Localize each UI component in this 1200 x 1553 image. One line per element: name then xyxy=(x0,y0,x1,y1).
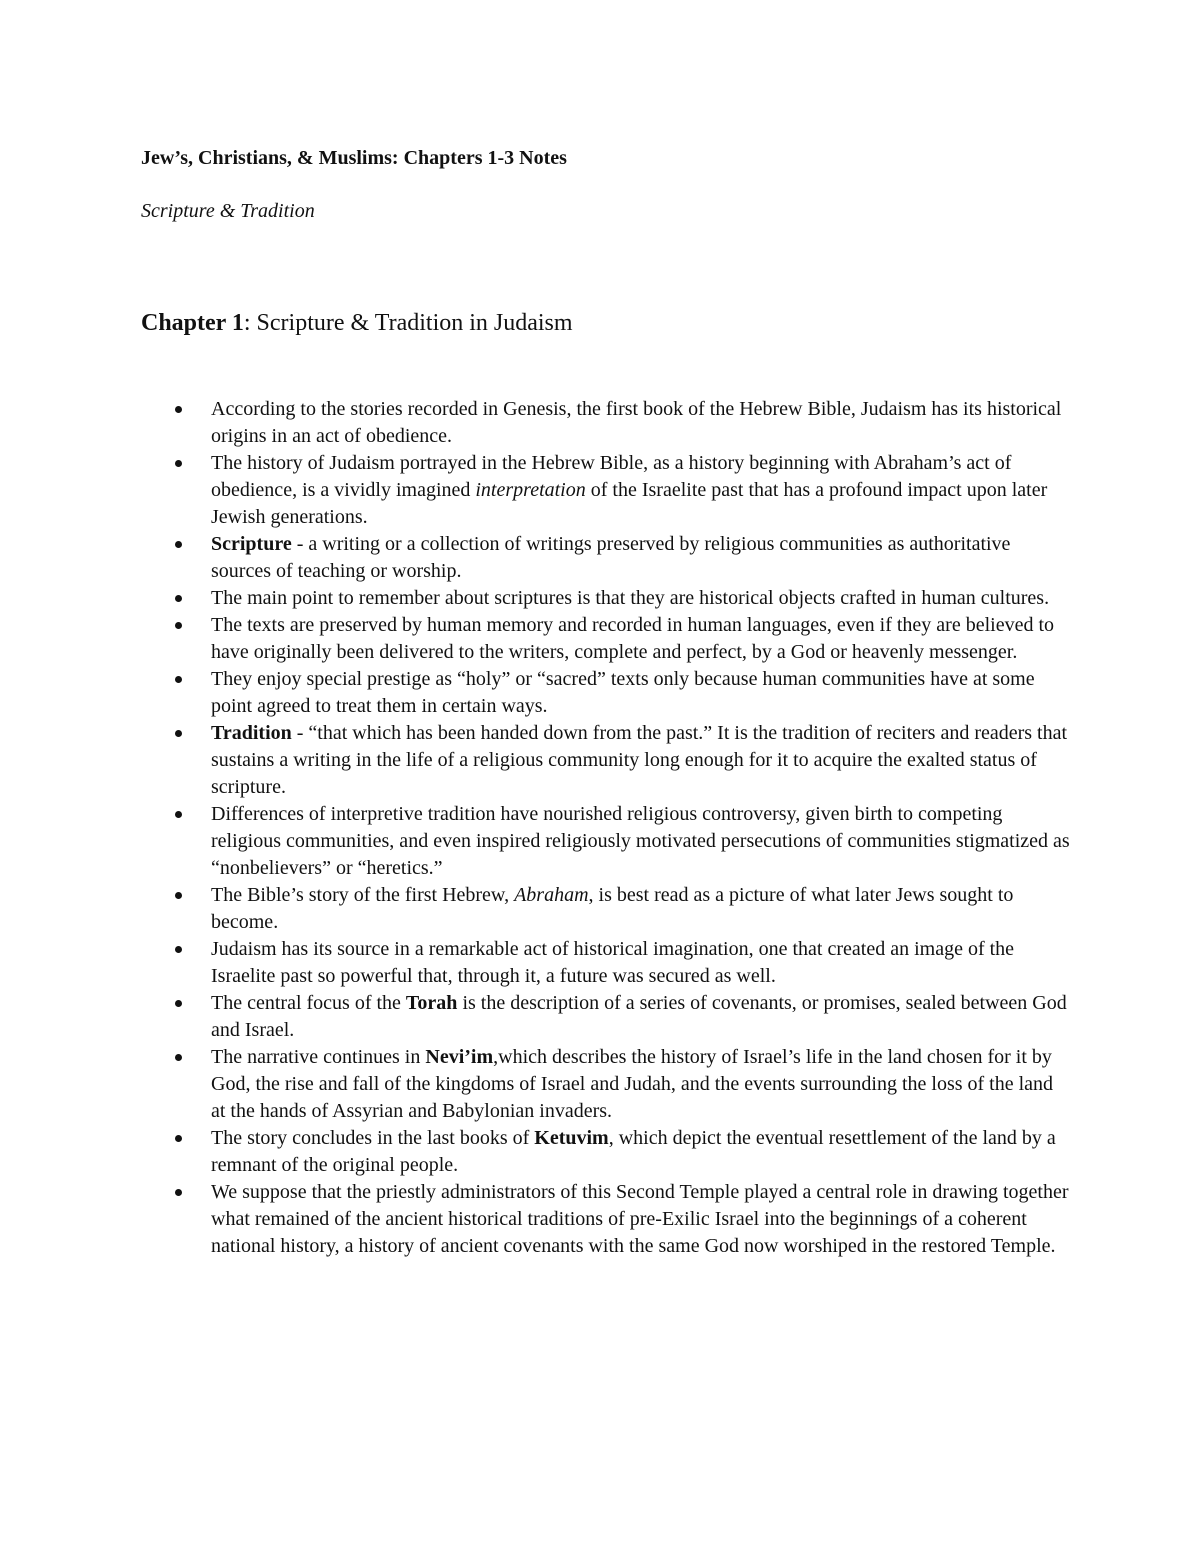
document-title: Jew’s, Christians, & Muslims: Chapters 1-3 Notes xyxy=(141,147,567,169)
list-item xyxy=(211,801,1071,882)
bullet-icon xyxy=(175,406,182,413)
bullet-icon xyxy=(175,460,182,467)
bullet-icon xyxy=(175,1054,182,1061)
note-emphasis: interpretation xyxy=(475,479,586,501)
chapter-title: : Scripture & Tradition in Judaism xyxy=(243,310,573,336)
list-item xyxy=(211,666,1071,720)
list-item xyxy=(211,720,1071,801)
bullet-icon xyxy=(175,595,182,602)
bullet-icon xyxy=(175,676,182,683)
bullet-icon xyxy=(175,1189,182,1196)
note-text: is the description of a series of covenants, or promises, sealed between God and Israel. xyxy=(211,992,1067,1041)
bullet-icon xyxy=(175,892,182,899)
note-text: Differences of interpretive tradition have nourished religious controversy, given birth to competing religious communities, and even inspired religiously motivated persecutions of communities stigmatized as “nonbelievers” or “heretics.” xyxy=(211,803,1070,879)
bullet-icon xyxy=(175,730,182,737)
note-text: The story concludes in the last books of xyxy=(211,1127,535,1149)
list-item xyxy=(211,612,1071,666)
note-text: , which depict the eventual resettlement of the land by a remnant of the original people. xyxy=(211,1127,1056,1176)
list-item xyxy=(211,990,1071,1044)
list-item xyxy=(211,585,1071,612)
list-item xyxy=(211,396,1071,450)
note-text: According to the stories recorded in Genesis, the first book of the Hebrew Bible, Judaism has its historical origins in an act of obedience. xyxy=(211,398,1062,447)
note-strong: Torah xyxy=(405,992,458,1014)
note-text: The texts are preserved by human memory and recorded in human languages, even if they are believed to have originally been delivered to the writers, complete and perfect, by a God or heavenly messenger. xyxy=(211,614,1055,663)
note-strong: Ketuvim xyxy=(534,1127,609,1149)
note-text: The central focus of the xyxy=(211,992,406,1014)
note-text: The Bible’s story of the first Hebrew, xyxy=(211,884,515,906)
chapter-number: Chapter 1 xyxy=(141,310,244,336)
list-item xyxy=(211,1125,1071,1179)
note-text: of the Israelite past that has a profound impact upon later Jewish generations. xyxy=(211,479,1048,528)
bullet-icon xyxy=(175,541,182,548)
note-text: , is best read as a picture of what later Jews sought to become. xyxy=(211,884,1014,933)
note-text: - a writing or a collection of writings preserved by religious communities as authoritative sources of teaching or worship. xyxy=(211,533,1011,582)
list-item xyxy=(211,531,1071,585)
list-item xyxy=(211,882,1071,936)
bullet-icon xyxy=(175,946,182,953)
note-text: The main point to remember about scriptures is that they are historical objects crafted in human cultures. xyxy=(211,587,1050,609)
note-text: The history of Judaism portrayed in the Hebrew Bible, as a history beginning with Abraham’s act of obedience, is a vividly imagined xyxy=(211,452,1012,501)
note-text: The narrative continues in xyxy=(211,1046,426,1068)
bullet-icon xyxy=(175,1000,182,1007)
note-term: Tradition xyxy=(211,722,292,744)
list-item xyxy=(211,936,1071,990)
document-subtitle: Scripture & Tradition xyxy=(141,200,315,222)
bullet-icon xyxy=(175,622,182,629)
bullet-icon xyxy=(175,811,182,818)
bullet-icon xyxy=(175,1135,182,1142)
note-term: Scripture xyxy=(211,533,292,555)
note-emphasis: Abraham xyxy=(514,884,589,906)
list-item xyxy=(211,1179,1071,1260)
note-text: They enjoy special prestige as “holy” or “sacred” texts only because human communities have at some point agreed to treat them in certain ways. xyxy=(211,668,1035,717)
note-text: Judaism has its source in a remarkable act of historical imagination, one that created an image of the Israelite past so powerful that, through it, a future was secured as well. xyxy=(211,938,1015,987)
note-text: We suppose that the priestly administrators of this Second Temple played a central role in drawing together what remained of the ancient historical traditions of pre-Exilic Israel into the beginnings of a coherent national history, a history of ancient covenants with the same God now worshiped in the restored Temple. xyxy=(211,1181,1069,1257)
list-item xyxy=(211,1044,1071,1125)
chapter-heading xyxy=(141,308,573,338)
note-text: - “that which has been handed down from the past.” It is the tradition of reciters and readers that sustains a writing in the life of a religious community long enough for it to acquire the exalted status of scripture. xyxy=(211,722,1068,798)
note-text: ,which describes the history of Israel’s life in the land chosen for it by God, the rise and fall of the kingdoms of Israel and Judah, and the events surrounding the loss of the land at the hands of Assyrian and Babylonian invaders. xyxy=(211,1046,1054,1122)
note-strong: Nevi’im xyxy=(425,1046,494,1068)
notes-list xyxy=(211,396,1071,1260)
list-item xyxy=(211,450,1071,531)
